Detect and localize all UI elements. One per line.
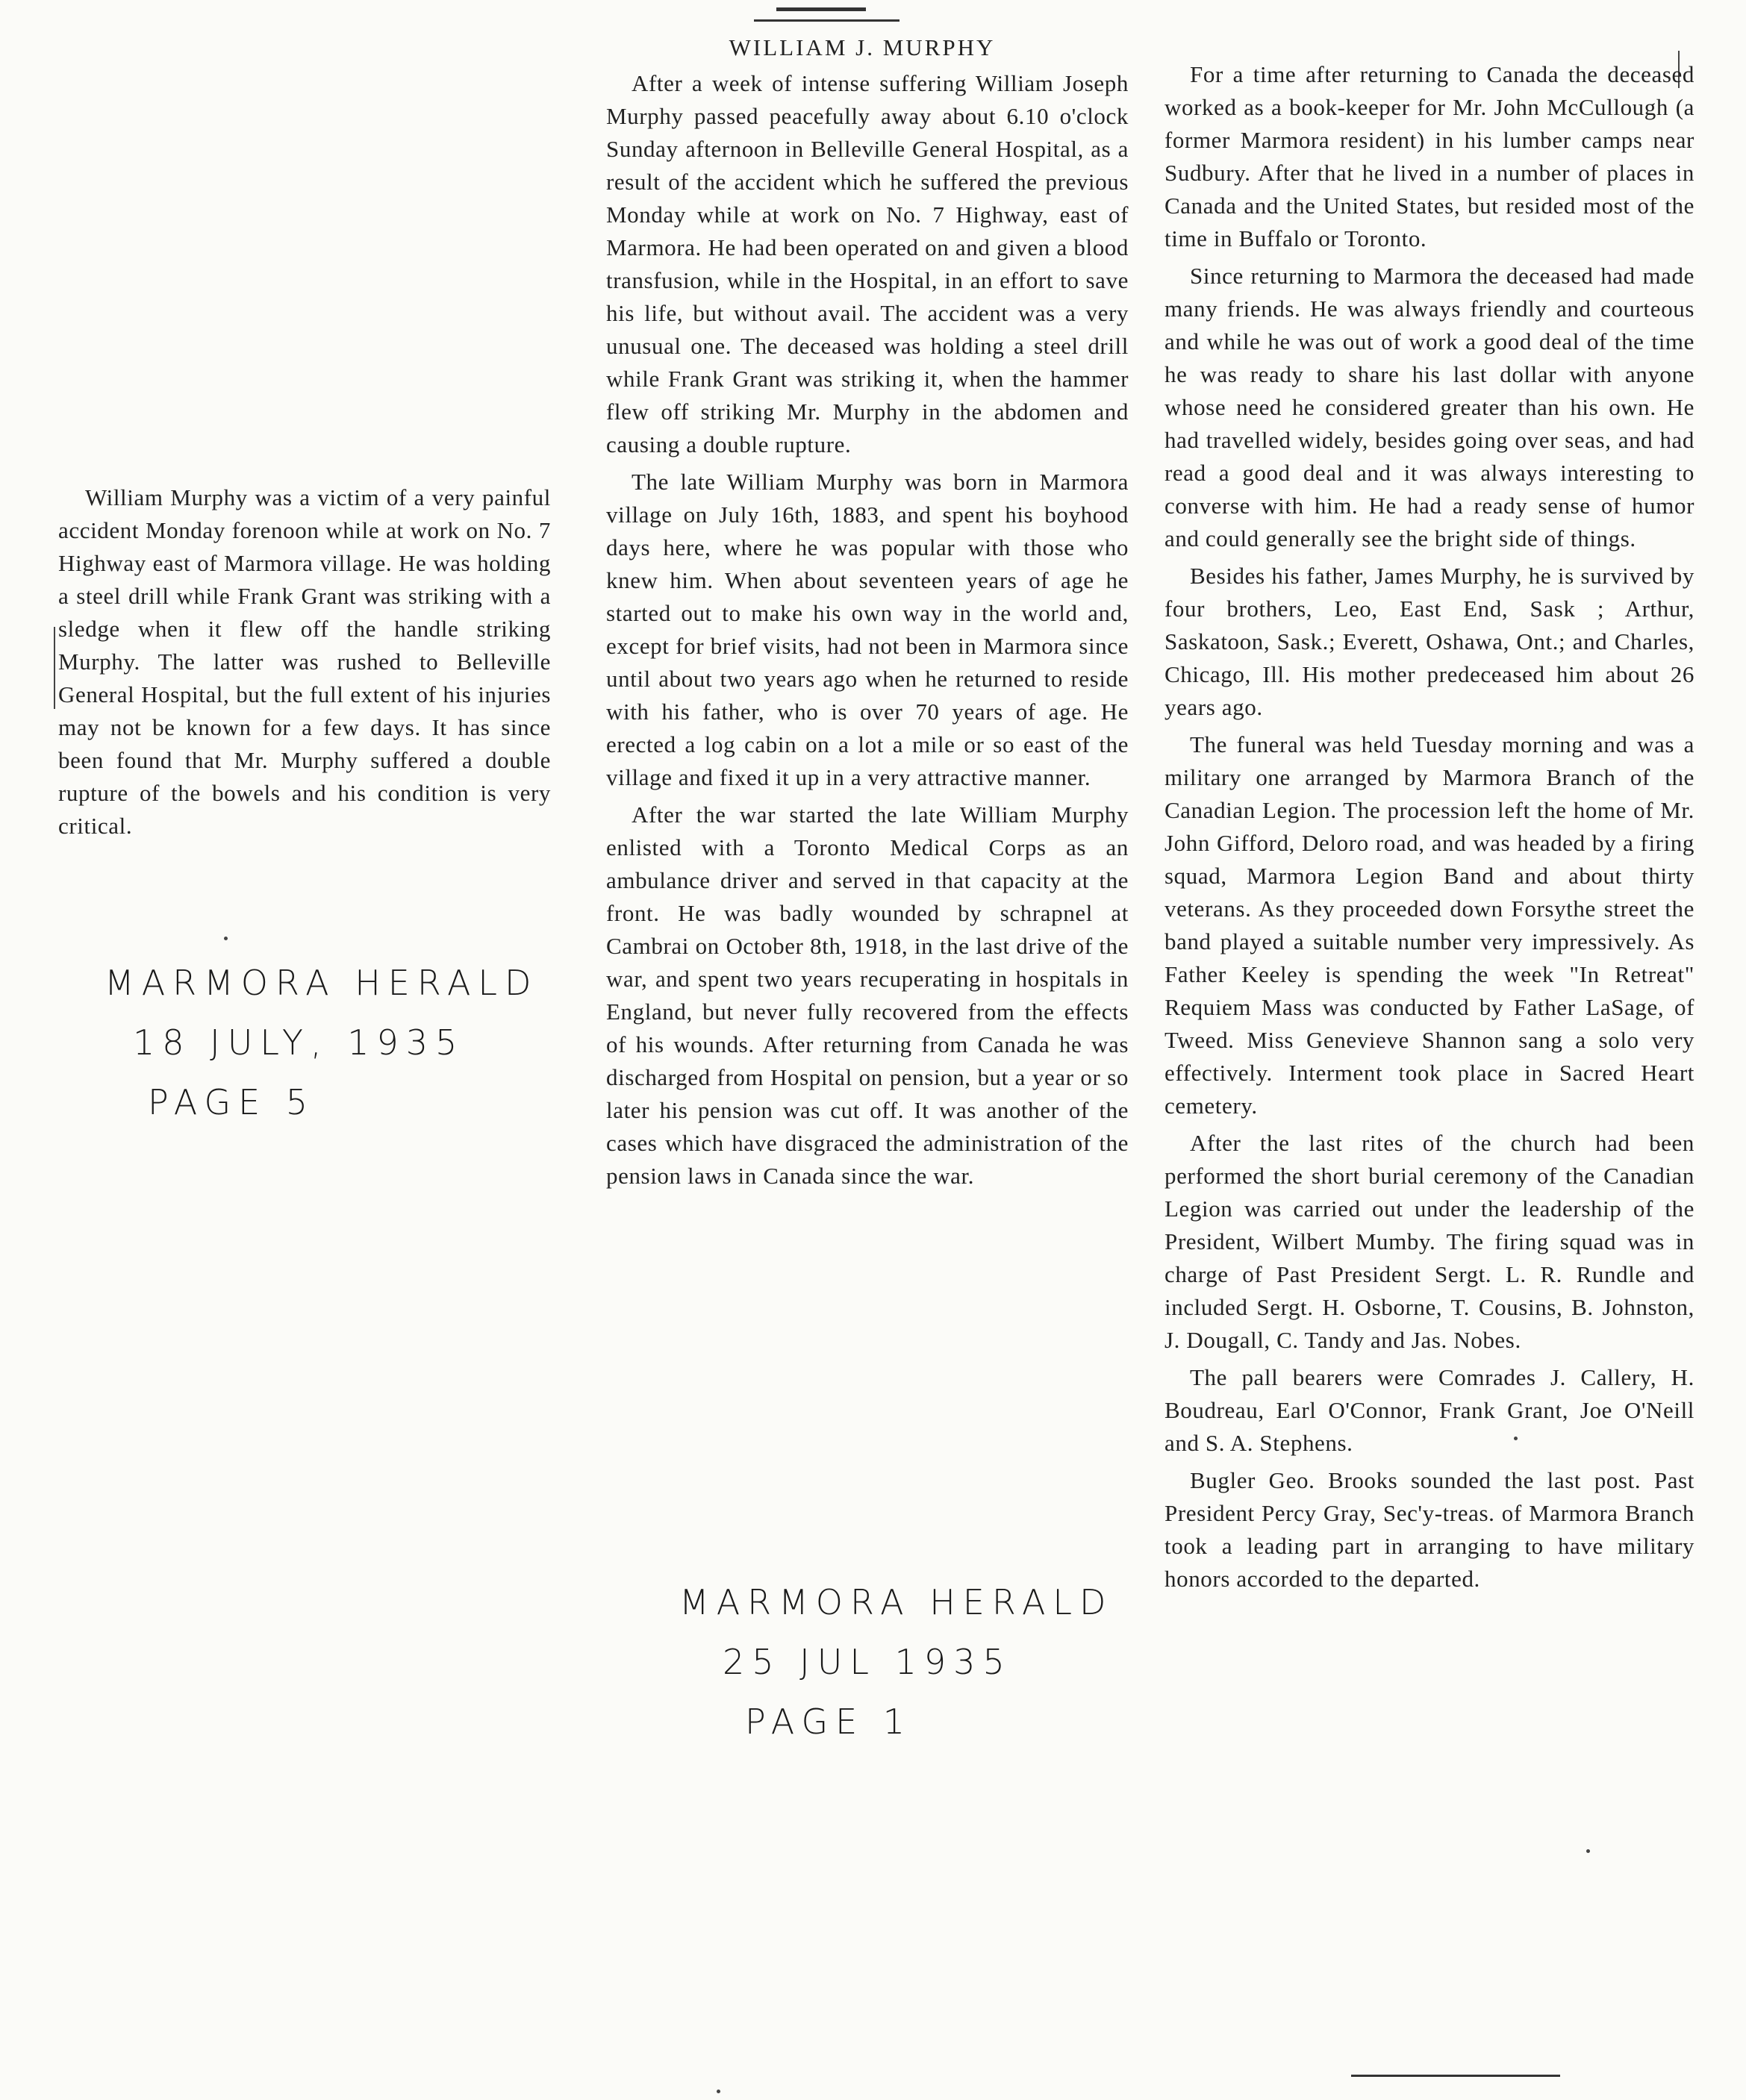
print-speck [717,2090,720,2093]
handwritten-date-note: 25 JUL 1935 [723,1642,1012,1682]
article-paragraph: William Murphy was a victim of a very painful accident Monday forenoon while at work on No. 7 Highway east of Marmora village. He was holding a steel drill while Frank Grant was striking with a sledge when it flew off the handle striking Murphy. The latter was rushed to Belleville General Hospital, but the full extent of his injuries may not be known for a few days. It has since been found that Mr. Murphy suffered a double rupture of the bowels and his condition is very critical. [58,484,551,839]
print-speck [1586,1849,1590,1853]
handwritten-source-note: MARMORA HERALD [105,963,539,1003]
article-paragraph: The late William Murphy was born in Marmora village on July 16th, 1883, and spent his boyhood days here, where he was popular with those who knew him. When about seventeen years of age he started out to make his own way in the world and, except for brief visits, had not been in Marmora since until about two years ago when he returned to reside with his father, who is over 70 years of age. He erected a log cabin on a lot a mile or so east of the village and fixed it up in a very attractive manner. [606,469,1129,790]
article-paragraph: Besides his father, James Murphy, he is survived by four brothers, Leo, East End, Sask ; Arthur, Saskatoon, Sask.; Everett, Oshawa, Ont.; and Charles, Chicago, Ill. His mother predeceased him about 26 years ago. [1164,563,1694,720]
handwritten-page-note: PAGE 1 [745,1701,913,1742]
obituary-column-middle [606,67,1129,1193]
closing-rule [1351,2075,1560,2077]
handwritten-page-note: PAGE 5 [148,1082,316,1122]
article-paragraph: After the last rites of the church had been performed the short burial ceremony of the Canadian Legion was carried out under the leadership of the President, Wilbert Mumby. The firing squad was in charge of Past President Sergt. L. R. Rundle and included Sergt. H. Osborne, T. Cousins, B. Johnston, J. Dougall, C. Tandy and Jas. Nobes. [1164,1130,1694,1353]
handwritten-date-note: 18 JULY, 1935 [133,1022,465,1063]
article-paragraph: Since returning to Marmora the deceased had made many friends. He was always friendly and courteous and while he was out of work a good deal of the time he was ready to share his last dollar with anyone whose need he considered greater than his own. He had travelled widely, besides going over seas, and had read a good deal and it was always interesting to converse with him. He had a ready sense of humor and could generally see the bright side of things. [1164,263,1694,551]
print-speck [224,937,228,940]
headline-rule [754,19,899,22]
article-paragraph: After a week of intense suffering William Joseph Murphy passed peacefully away about 6.10 o'clock Sunday afternoon in Belleville General Hospital, as a result of the accident which he suffered the previous Monday while at work on No. 7 Highway, east of Marmora. He had been operated on and given a blood transfusion, while in the Hospital, in an effort to save his life, but without avail. The accident was a very unusual one. The deceased was holding a steel drill while Frank Grant was striking it, when the hammer flew off striking Mr. Murphy in the abdomen and causing a double rupture. [606,70,1129,457]
article-paragraph: Bugler Geo. Brooks sounded the last post. Past President Percy Gray, Sec'y-treas. of Marmora Branch took a leading part in arranging to have military honors accorded to the departed. [1164,1467,1694,1592]
accident-report-column [58,481,551,843]
article-paragraph: The pall bearers were Comrades J. Callery, H. Boudreau, Earl O'Connor, Frank Grant, Joe O'Neill and S. A. Stephens. [1164,1364,1694,1456]
margin-mark [54,627,55,709]
print-speck [1514,1437,1518,1440]
clipping-top-edge [776,0,866,11]
article-paragraph: After the war started the late William Murphy enlisted with a Toronto Medical Corps as an ambulance driver and served in that capacity at the front. He was badly wounded by schrapnel at Cambrai on October 8th, 1918, in the last drive of the war, and spent two years recuperating in hospitals in England, but never fully recovered from the effects of his wounds. After returning from Canada he was discharged from Hospital on pension, but a year or so later his pension was cut off. It was another of the cases which have disgraced the administration of the pension laws in Canada since the war. [606,801,1129,1189]
obituary-column-right [1164,58,1694,1596]
article-paragraph: For a time after returning to Canada the deceased worked as a book-keeper for Mr. John McCullough (a former Marmora resident) in his lumber camps near Sudbury. After that he lived in a number of places in Canada and the United States, but resided most of the time in Buffalo or Toronto. [1164,61,1694,251]
article-paragraph: The funeral was held Tuesday morning and was a military one arranged by Marmora Branch of the Canadian Legion. The procession left the home of Mr. John Gifford, Deloro road, and was headed by a firing squad, Marmora Legion Band and about thirty veterans. As they proceeded down Forsythe street the band played a suitable number very impressively. As Father Keeley is spending the week "In Retreat" Requiem Mass was conducted by Father LaSage, of Tweed. Miss Genevieve Shannon sang a solo very effectively. Interment took place in Sacred Heart cemetery. [1164,731,1694,1119]
obituary-headline: WILLIAM J. MURPHY [729,34,996,60]
handwritten-source-note: MARMORA HERALD [679,1582,1114,1622]
